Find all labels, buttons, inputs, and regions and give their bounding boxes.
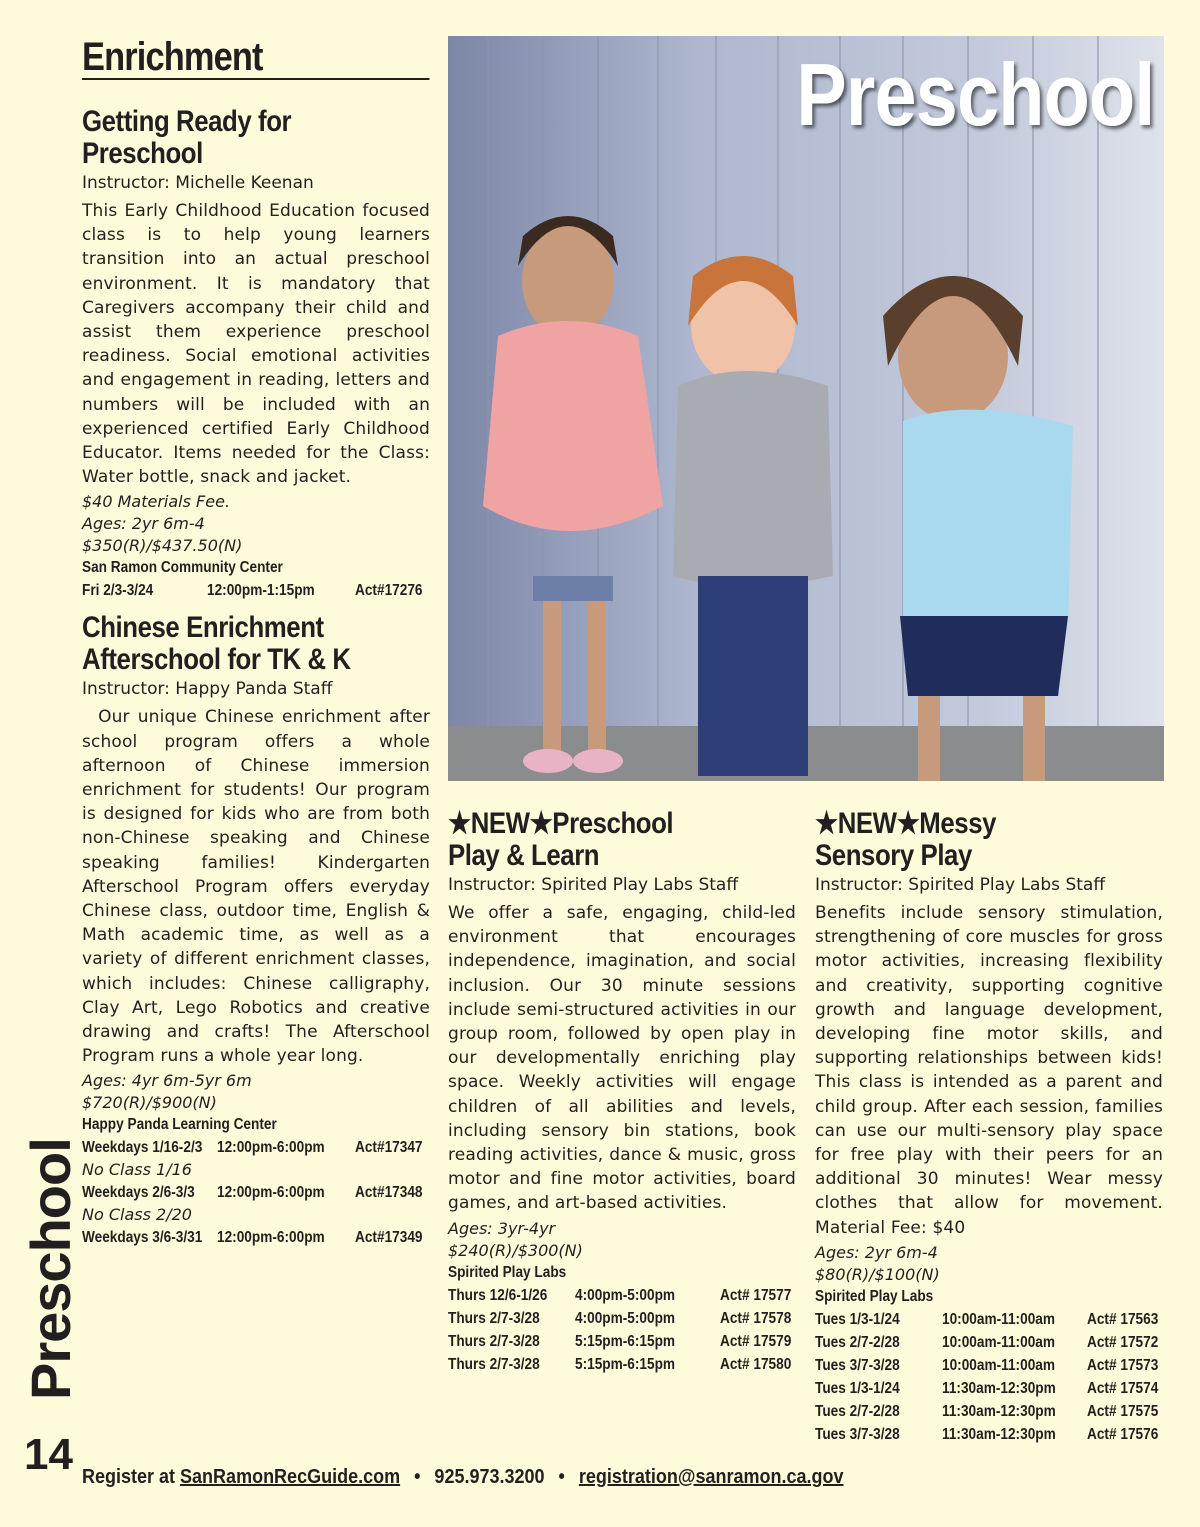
session-days: Weekdays 3/6-3/31	[82, 1229, 203, 1247]
activity-number: Act# 17575	[1087, 1402, 1159, 1420]
activity-number: Act#17347	[355, 1139, 423, 1157]
email-link[interactable]: registration@sanramon.ca.gov	[578, 1466, 844, 1488]
materials-fee: $40 Materials Fee.	[82, 492, 231, 512]
separator: •	[414, 1466, 421, 1488]
schedule-row	[815, 1308, 1163, 1331]
session-time: 5:15pm-6:15pm	[575, 1355, 676, 1373]
session-days: Weekdays 1/16-2/3	[82, 1139, 203, 1157]
session-time: 11:30am-12:30pm	[942, 1425, 1056, 1443]
location: Spirited Play Labs	[448, 1263, 567, 1281]
location: Happy Panda Learning Center	[82, 1116, 277, 1134]
class-title: Afterschool for TK & K	[82, 643, 351, 677]
schedule-row	[815, 1354, 1163, 1377]
section-heading: Enrichment	[82, 36, 429, 80]
session-time: 11:30am-12:30pm	[942, 1379, 1056, 1397]
website-link[interactable]: SanRamonRecGuide.com	[180, 1466, 401, 1488]
price: $80(R)/$100(N)	[815, 1264, 940, 1284]
middle-column	[448, 808, 796, 1376]
class-getting-ready	[82, 106, 430, 602]
class-description: This Early Childhood Education focused class is to help young learners transition into an actual preschool environment. It is mandatory that Caregivers accompany their child and assist them experience preschool readiness. Social emotional activities and engagement in reading, letters and numbers will be included with an experienced certified Early Childhood Educator. Items needed for the Class: Water bottle, snack and jacket.	[82, 201, 430, 488]
session-time: 12:00pm-6:00pm	[217, 1139, 325, 1157]
class-title-text: Preschool	[552, 807, 674, 840]
footer-prefix: Register at	[82, 1466, 176, 1488]
session-time: 12:00pm-1:15pm	[207, 582, 315, 600]
no-class-note: No Class 1/16	[82, 1160, 192, 1180]
activity-number: Act# 17578	[720, 1309, 792, 1327]
session-days: Tues 1/3-1/24	[815, 1310, 900, 1328]
activity-number: Act#17276	[355, 582, 423, 600]
right-column	[815, 808, 1163, 1446]
schedule-row	[82, 1181, 430, 1204]
schedule-row	[815, 1331, 1163, 1354]
schedule-row	[448, 1307, 796, 1330]
schedule-row	[82, 1136, 430, 1159]
session-time: 11:30am-12:30pm	[942, 1402, 1056, 1420]
session-days: Tues 1/3-1/24	[815, 1379, 900, 1397]
schedule-row	[448, 1284, 796, 1307]
schedule-row	[815, 1400, 1163, 1423]
class-title: Preschool	[82, 137, 203, 170]
session-time: 10:00am-11:00am	[942, 1356, 1055, 1374]
separator: •	[558, 1466, 565, 1488]
activity-number: Act# 17576	[1087, 1425, 1159, 1443]
session-time: 10:00am-11:00am	[942, 1310, 1055, 1328]
schedule-row	[815, 1377, 1163, 1400]
price: $240(R)/$300(N)	[448, 1240, 583, 1260]
children-photo-illustration	[448, 36, 1164, 781]
session-time: 5:15pm-6:15pm	[575, 1332, 676, 1350]
class-description: Benefits include sensory stimulation, strengthening of core muscles for gross motor activities, increasing flexibility and creativity, supporting cognitive growth and language development, developing fine motor skills, and supporting relationships between kids! This class is intended as a parent and child group. After each session, families can use our multi-sensory play space for free play with their peers for an additional 30 minutes! Wear messy clothes that allow for movement. Material Fee: $40	[815, 903, 1163, 1238]
footer	[82, 1466, 843, 1489]
location: San Ramon Community Center	[82, 559, 283, 577]
hero-photo	[448, 36, 1164, 781]
session-days: Thurs 12/6-1/26	[448, 1286, 548, 1304]
activity-number: Act# 17574	[1087, 1379, 1159, 1397]
class-title	[448, 808, 747, 840]
class-title: Play & Learn	[448, 839, 600, 872]
class-title: Sensory Play	[815, 839, 972, 872]
price: $720(R)/$900(N)	[82, 1093, 217, 1113]
instructor: Instructor: Happy Panda Staff	[82, 679, 333, 700]
schedule-row	[82, 579, 430, 602]
activity-number: Act#17348	[355, 1184, 423, 1202]
session-days: Thurs 2/7-3/28	[448, 1309, 540, 1327]
ages: Ages: 2yr 6m-4	[815, 1242, 938, 1262]
activity-number: Act# 17563	[1087, 1310, 1159, 1328]
instructor: Instructor: Spirited Play Labs Staff	[815, 875, 1106, 895]
session-days: Tues 3/7-3/28	[815, 1425, 900, 1443]
class-description: Our unique Chinese enrichment after school program offers a whole afternoon of Chinese immersion enrichment for students! Our program is designed for kids who are from both non-Chinese speaking and Chinese speaking families! Kindergarten Afterschool Program offers everyday Chinese class, outdoor time, English & Math academic time, as well as a variety of different enrichment classes, which includes: Chinese calligraphy, Clay Art, Lego Robotics and creative drawing and crafts! The Afterschool Program runs a whole year long.	[82, 707, 436, 1067]
class-title: Chinese Enrichment	[82, 611, 324, 645]
activity-number: Act#17349	[355, 1229, 423, 1247]
instructor: Instructor: Michelle Keenan	[82, 173, 314, 193]
session-days: Weekdays 2/6-3/3	[82, 1184, 195, 1202]
schedule-row	[82, 1226, 430, 1249]
session-time: 4:00pm-5:00pm	[575, 1309, 676, 1327]
new-badge: ★NEW★	[815, 807, 920, 840]
activity-number: Act# 17572	[1087, 1333, 1159, 1351]
price: $350(R)/$437.50(N)	[82, 536, 243, 556]
class-title: Getting Ready for	[82, 105, 292, 138]
instructor: Instructor: Spirited Play Labs Staff	[448, 875, 739, 895]
class-description: We offer a safe, engaging, child-led environment that encourages independence, imagination, and social inclusion. Our 30 minute sessions include semi-structured activities in our group room, followed by open play in our developmentally enriching play space. Weekly activities will engage children of all abilities and levels, including sensory bin stations, book reading activities, dance & music, gross motor and fine motor activities, board games, and art-based activities.	[448, 903, 796, 1214]
session-days: Tues 2/7-2/28	[815, 1402, 900, 1420]
session-time: 12:00pm-6:00pm	[217, 1229, 325, 1247]
session-days: Tues 2/7-2/28	[815, 1333, 900, 1351]
session-time: 12:00pm-6:00pm	[217, 1184, 325, 1202]
session-days: Fri 2/3-3/24	[82, 582, 154, 600]
activity-number: Act# 17579	[720, 1332, 792, 1350]
activity-number: Act# 17573	[1087, 1356, 1159, 1374]
ages: Ages: 3yr-4yr	[448, 1218, 556, 1238]
session-time: 10:00am-11:00am	[942, 1333, 1055, 1351]
left-column	[82, 35, 436, 1249]
location: Spirited Play Labs	[815, 1287, 934, 1305]
photo-banner-title: Preschool	[795, 45, 1154, 144]
session-time: 4:00pm-5:00pm	[575, 1286, 676, 1304]
schedule-row	[448, 1330, 796, 1353]
new-badge: ★NEW★	[448, 807, 553, 840]
session-days: Thurs 2/7-3/28	[448, 1355, 540, 1373]
ages: Ages: 4yr 6m-5yr 6m	[82, 1071, 252, 1091]
schedule-row	[815, 1423, 1163, 1446]
no-class-note: No Class 2/20	[82, 1205, 192, 1225]
side-section-label: Preschool	[19, 1138, 82, 1400]
session-days: Tues 3/7-3/28	[815, 1356, 900, 1374]
class-title-text: Messy	[919, 807, 997, 840]
phone-number: 925.973.3200	[434, 1466, 545, 1488]
ages: Ages: 2yr 6m-4	[82, 514, 205, 534]
activity-number: Act# 17580	[720, 1355, 792, 1373]
schedule-row	[448, 1353, 796, 1376]
session-days: Thurs 2/7-3/28	[448, 1332, 540, 1350]
class-title	[815, 808, 1114, 840]
activity-number: Act# 17577	[720, 1286, 792, 1304]
class-chinese-enrichment	[82, 611, 436, 1249]
page-number: 14	[24, 1430, 73, 1479]
